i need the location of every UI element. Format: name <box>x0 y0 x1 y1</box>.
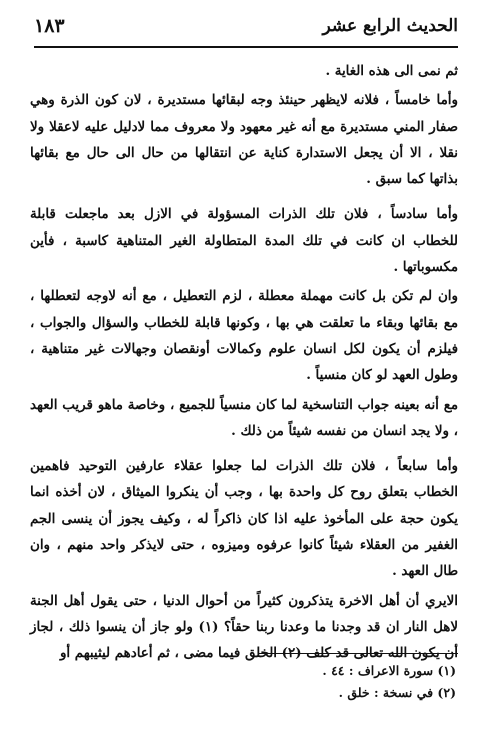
running-title: الحديث الرابع عشر <box>322 16 458 36</box>
paragraph: وان لم تكن بل كانت مهملة معطلة ، لزم التعطيل ، مع أنه لاوجه لتعطلها ، مع بقائها وبقاء ما تعلقت هي بها ، وكونها قابلة للخطاب والسؤال والجواب ، فيلزم أن يكون لكل انسان علوم وكمالات أونقصان وجهالات غير متناهية ، وطول العهد لو كان منسياً . <box>30 288 458 384</box>
page-header <box>34 10 458 42</box>
page-number: ١٨٣ <box>34 15 65 37</box>
paragraph: مع أنه بعينه جواب التناسخية لما كان منسياً للجميع ، وخاصة ماهو قريب العهد ، ولا يجد انسان من نفسه شيئاً من ذلك . <box>30 396 458 439</box>
main-text <box>30 58 458 667</box>
paragraph: وأما سادساً ، فلان تلك الذرات المسؤولة في الازل بعد ماجعلت قابلة للخطاب ان كانت في تلك المدة المتطاولة الغير المتناهية كاسبة ، فأين مكسوباتها . <box>30 206 458 276</box>
paragraph: وأما خامساً ، فلانه لايظهر حينئذ وجه لبقائها مستديرة ، لان كون الذرة وهي صفار المني مستديرة مع أنه غير معهود ولا معروف مما لادليل عليه لاعقلا ولا نقلا ، الا أن يجعل الاستدارة كناية عن انتقالها من حال الى حال مع بقائها بذاتها كما سبق . <box>30 92 458 188</box>
footnotes <box>30 660 456 704</box>
paragraph: الايري أن أهل الاخرة يتذكرون كثيراً من أحوال الدنيا ، حتى يقول أهل الجنة لاهل النار ان قد وجدنا ما وعدنا ربنا حقاً؟ (١) ولو جاز أن ينسوا ذلك ، لجاز أن يكون الله تعالى قد كلف (٢) الخلق فيما مضى ، ثم أعادهم ليثيبهم أو <box>30 592 458 662</box>
footnote: (٢) في نسخة : خلق . <box>338 685 456 700</box>
footnote-rule <box>258 653 458 654</box>
header-rule <box>34 46 458 48</box>
footnote: (١) سورة الاعراف : ٤٤ . <box>322 663 456 678</box>
paragraph: ثم نمى الى هذه الغاية . <box>325 63 458 79</box>
paragraph: وأما سابعاً ، فلان تلك الذرات لما جعلوا عقلاء عارفين التوحيد فاهمين الخطاب بتعلق روح كل واحدة بها ، وجب أن ينكروا الميثاق ، لان أخذه انما يكون حجة على المأخوذ عليه اذا كان ذاكراً له ، وكيف يجوز أن ينسى الجم الغفير من العقلاء شيئاً كانوا عرفوه وميزوه ، حتى لايذكر واحد منهم ، وان طال العهد . <box>30 458 458 580</box>
